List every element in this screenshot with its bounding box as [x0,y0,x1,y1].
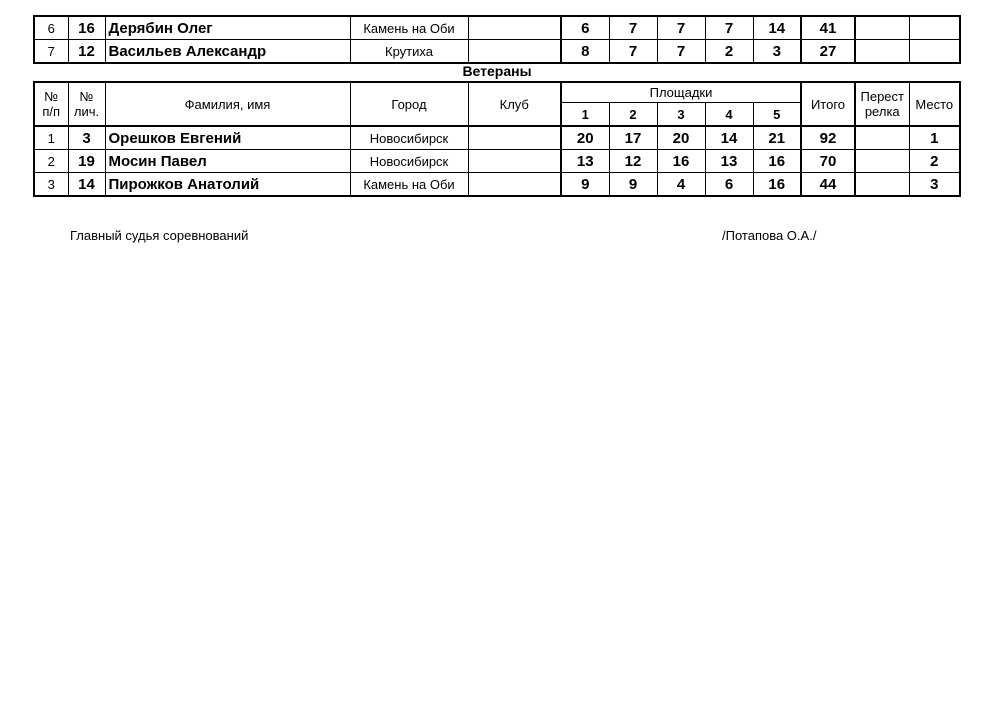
city: Новосибирск [350,150,468,173]
header-number-line1: № [44,89,59,104]
header-city: Город [350,82,468,126]
participant-name: Пирожков Анатолий [105,173,350,197]
site-2-score: 7 [609,40,657,64]
header-site-3: 3 [657,103,705,127]
row-number: 2 [34,150,68,173]
header-license-line2: лич. [73,104,100,119]
place: 2 [909,150,960,173]
header-playoff-line2: релка [864,104,900,119]
site-5-score: 16 [753,150,801,173]
header-place: Место [909,82,960,126]
license-number: 3 [68,126,105,150]
license-number: 16 [68,16,105,40]
playoff-score [855,126,909,150]
playoff-score [855,16,909,40]
site-3-score: 7 [657,40,705,64]
participant-name: Орешков Евгений [105,126,350,150]
table-row [34,126,960,150]
place [909,40,960,64]
header-row [34,82,960,103]
header-site-5: 5 [753,103,801,127]
table-row [34,16,960,40]
row-number: 6 [34,16,68,40]
total-score: 70 [801,150,855,173]
city: Камень на Оби [350,16,468,40]
header-number [34,82,68,126]
site-2-score: 7 [609,16,657,40]
license-number: 19 [68,150,105,173]
results-table-continued [33,15,961,64]
club [468,150,561,173]
club [468,40,561,64]
site-3-score: 7 [657,16,705,40]
site-2-score: 12 [609,150,657,173]
site-3-score: 20 [657,126,705,150]
header-license [68,82,105,126]
site-1-score: 6 [561,16,609,40]
site-2-score: 9 [609,173,657,197]
row-number: 1 [34,126,68,150]
participant-name: Мосин Павел [105,150,350,173]
site-5-score: 14 [753,16,801,40]
chief-judge-name: /Потапова О.А./ [722,228,817,243]
club [468,173,561,197]
site-2-score: 17 [609,126,657,150]
site-4-score: 2 [705,40,753,64]
total-score: 44 [801,173,855,197]
site-1-score: 20 [561,126,609,150]
city: Новосибирск [350,126,468,150]
header-club: Клуб [468,82,561,126]
playoff-score [855,173,909,197]
header-playoff [855,82,909,126]
header-site-4: 4 [705,103,753,127]
total-score: 27 [801,40,855,64]
table-row [34,40,960,64]
site-3-score: 4 [657,173,705,197]
place: 3 [909,173,960,197]
site-1-score: 13 [561,150,609,173]
site-4-score: 13 [705,150,753,173]
site-4-score: 6 [705,173,753,197]
table-row [34,150,960,173]
total-score: 41 [801,16,855,40]
city: Камень на Оби [350,173,468,197]
header-name: Фамилия, имя [105,82,350,126]
header-license-line1: № [79,89,94,104]
playoff-score [855,40,909,64]
club [468,126,561,150]
row-number: 7 [34,40,68,64]
veterans-results-table [33,81,961,197]
license-number: 14 [68,173,105,197]
header-site-1: 1 [561,103,609,127]
header-number-line2: п/п [42,104,61,119]
site-1-score: 8 [561,40,609,64]
place: 1 [909,126,960,150]
place [909,16,960,40]
header-playoff-line1: Перест [860,89,904,104]
row-number: 3 [34,173,68,197]
total-score: 92 [801,126,855,150]
club [468,16,561,40]
site-5-score: 21 [753,126,801,150]
table-row [34,173,960,197]
playoff-score [855,150,909,173]
header-site-2: 2 [609,103,657,127]
city: Крутиха [350,40,468,64]
site-4-score: 14 [705,126,753,150]
site-5-score: 3 [753,40,801,64]
site-3-score: 16 [657,150,705,173]
participant-name: Васильев Александр [105,40,350,64]
chief-judge-label: Главный судья соревнований [70,228,249,243]
section-title-veterans: Ветераны [462,63,532,79]
site-4-score: 7 [705,16,753,40]
site-5-score: 16 [753,173,801,197]
header-total: Итого [801,82,855,126]
license-number: 12 [68,40,105,64]
site-1-score: 9 [561,173,609,197]
participant-name: Дерябин Олег [105,16,350,40]
header-sites: Площадки [561,82,801,103]
